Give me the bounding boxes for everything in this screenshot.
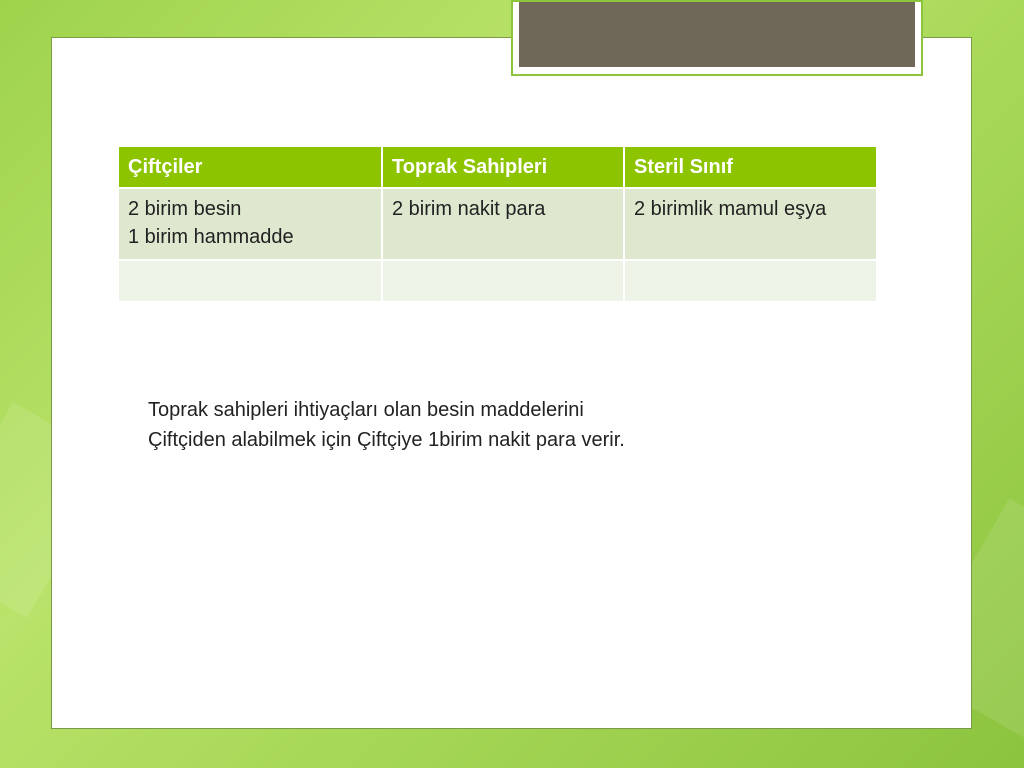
cell-text: 2 birim nakit para: [392, 198, 546, 220]
data-table[interactable]: [117, 145, 878, 303]
cell-text: 2 birimlik mamul eşya: [634, 198, 827, 220]
table-cell[interactable]: [118, 260, 382, 302]
cell-text: 2 birim besin: [128, 198, 242, 220]
header-sterile-class[interactable]: Steril Sınıf: [624, 146, 877, 188]
body-text[interactable]: [148, 395, 868, 455]
table-cell[interactable]: [624, 188, 877, 260]
table-row: [118, 260, 877, 302]
header-farmers[interactable]: Çiftçiler: [118, 146, 382, 188]
table-header-row: [118, 146, 877, 188]
body-line: Çiftçiden alabilmek için Çiftçiye 1birim nakit para verir.: [148, 429, 625, 451]
table-cell[interactable]: [624, 260, 877, 302]
header-landowners[interactable]: Toprak Sahipleri: [382, 146, 624, 188]
cell-text: 1 birim hammadde: [128, 226, 294, 248]
table-cell[interactable]: [118, 188, 382, 260]
table-cell[interactable]: [382, 188, 624, 260]
title-placeholder[interactable]: [511, 0, 923, 76]
body-line: Toprak sahipleri ihtiyaçları olan besin maddelerini: [148, 399, 584, 421]
table-cell[interactable]: [382, 260, 624, 302]
table-row: [118, 188, 877, 260]
slide-canvas: [51, 37, 972, 729]
title-fill: [519, 2, 915, 67]
